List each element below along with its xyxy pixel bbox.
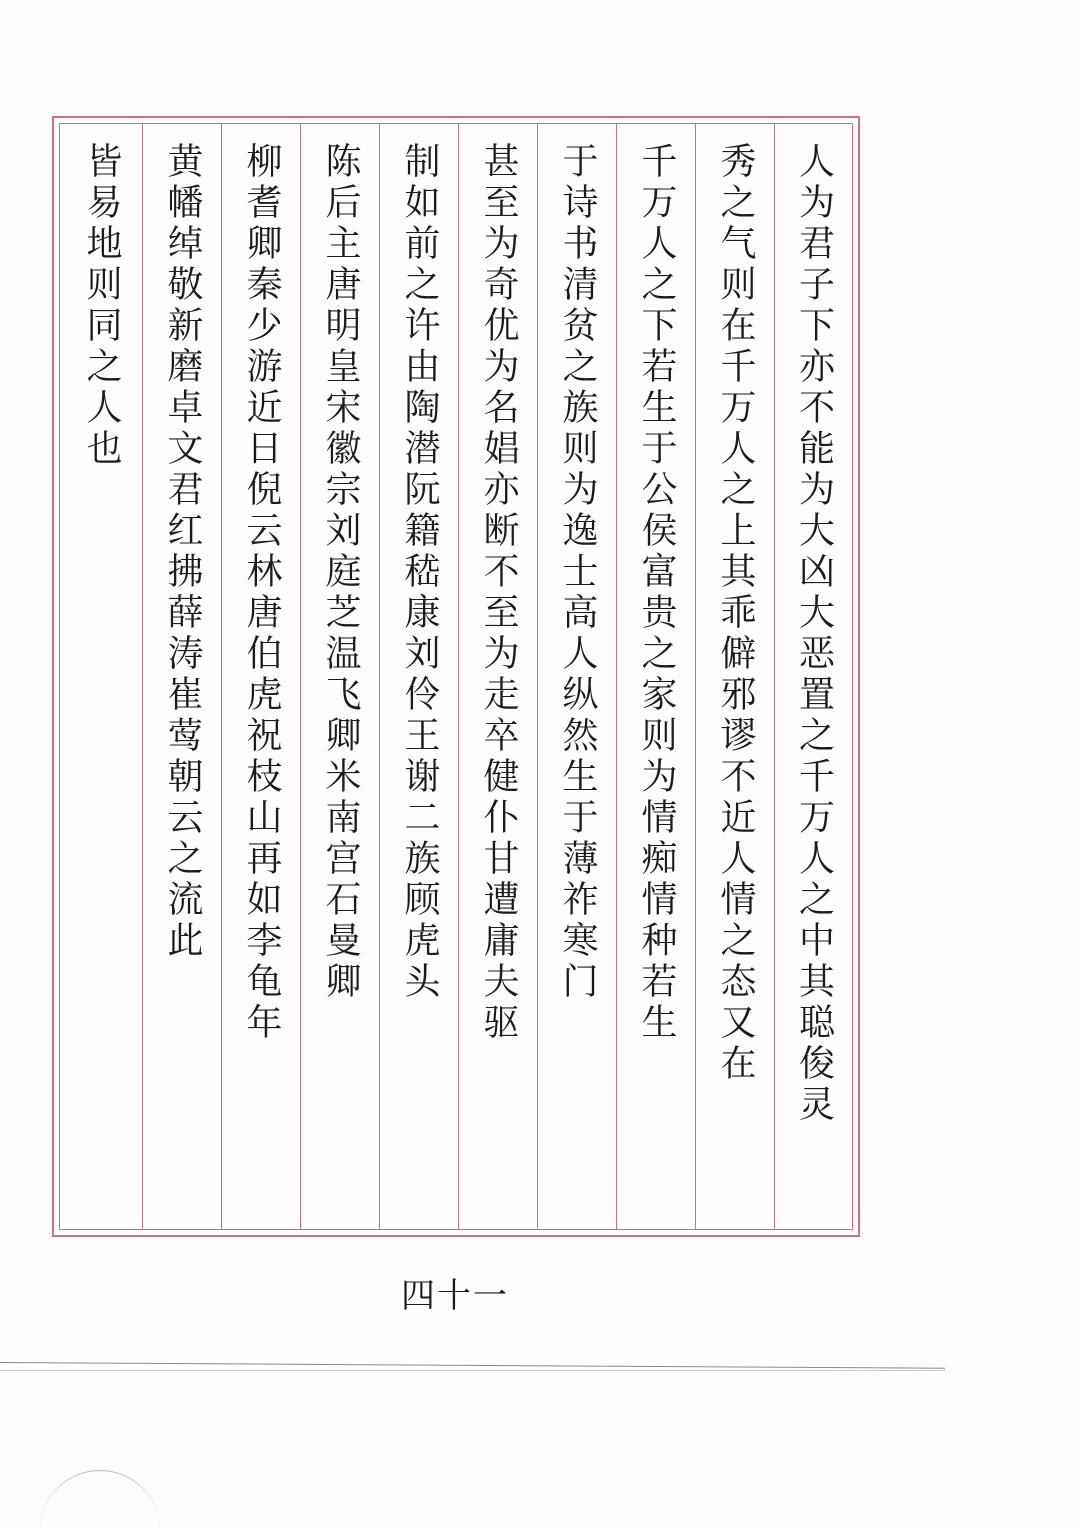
text-column-10 bbox=[60, 124, 142, 1229]
column-text: 黄幡绰敬新磨卓文君红拂薛涛崔莺朝云之流此 bbox=[162, 142, 203, 962]
text-column-5 bbox=[458, 124, 537, 1229]
column-text: 皆易地则同之人也 bbox=[81, 142, 122, 470]
column-text: 千万人之下若生于公侯富贵之家则为情痴情种若生 bbox=[636, 142, 677, 1044]
text-column-9 bbox=[142, 124, 221, 1229]
column-text: 人为君子下亦不能为大凶大恶置之千万人之中其聪俊灵 bbox=[793, 142, 835, 1126]
column-text: 甚至为奇优为名娼亦断不至为走卒健仆甘遭庸夫驱 bbox=[478, 142, 519, 1044]
text-column-1 bbox=[774, 124, 852, 1229]
inner-grid-frame bbox=[59, 123, 853, 1230]
column-text: 制如前之许由陶潜阮籍嵇康刘伶王谢二族顾虎头 bbox=[399, 142, 440, 1003]
column-text: 柳耆卿秦少游近日倪云林唐伯虎祝枝山再如李龟年 bbox=[241, 142, 282, 1044]
column-text: 秀之气则在千万人之上其乖僻邪谬不近人情之态又在 bbox=[715, 142, 756, 1085]
text-column-8 bbox=[221, 124, 300, 1229]
text-column-3 bbox=[616, 124, 695, 1229]
text-column-6 bbox=[379, 124, 458, 1229]
text-column-4 bbox=[537, 124, 616, 1229]
scan-edge-line bbox=[0, 1362, 945, 1369]
column-text: 于诗书清贫之族则为逸士高人纵然生于薄祚寒门 bbox=[557, 142, 598, 1003]
column-text: 陈后主唐明皇宋徽宗刘庭芝温飞卿米南宫石曼卿 bbox=[320, 142, 361, 1003]
page-number: 四十一 bbox=[401, 1276, 509, 1316]
text-column-2 bbox=[695, 124, 774, 1229]
scan-corner-arc bbox=[40, 1470, 160, 1527]
scan-edge-shadow bbox=[0, 1370, 945, 1371]
text-column-7 bbox=[300, 124, 379, 1229]
